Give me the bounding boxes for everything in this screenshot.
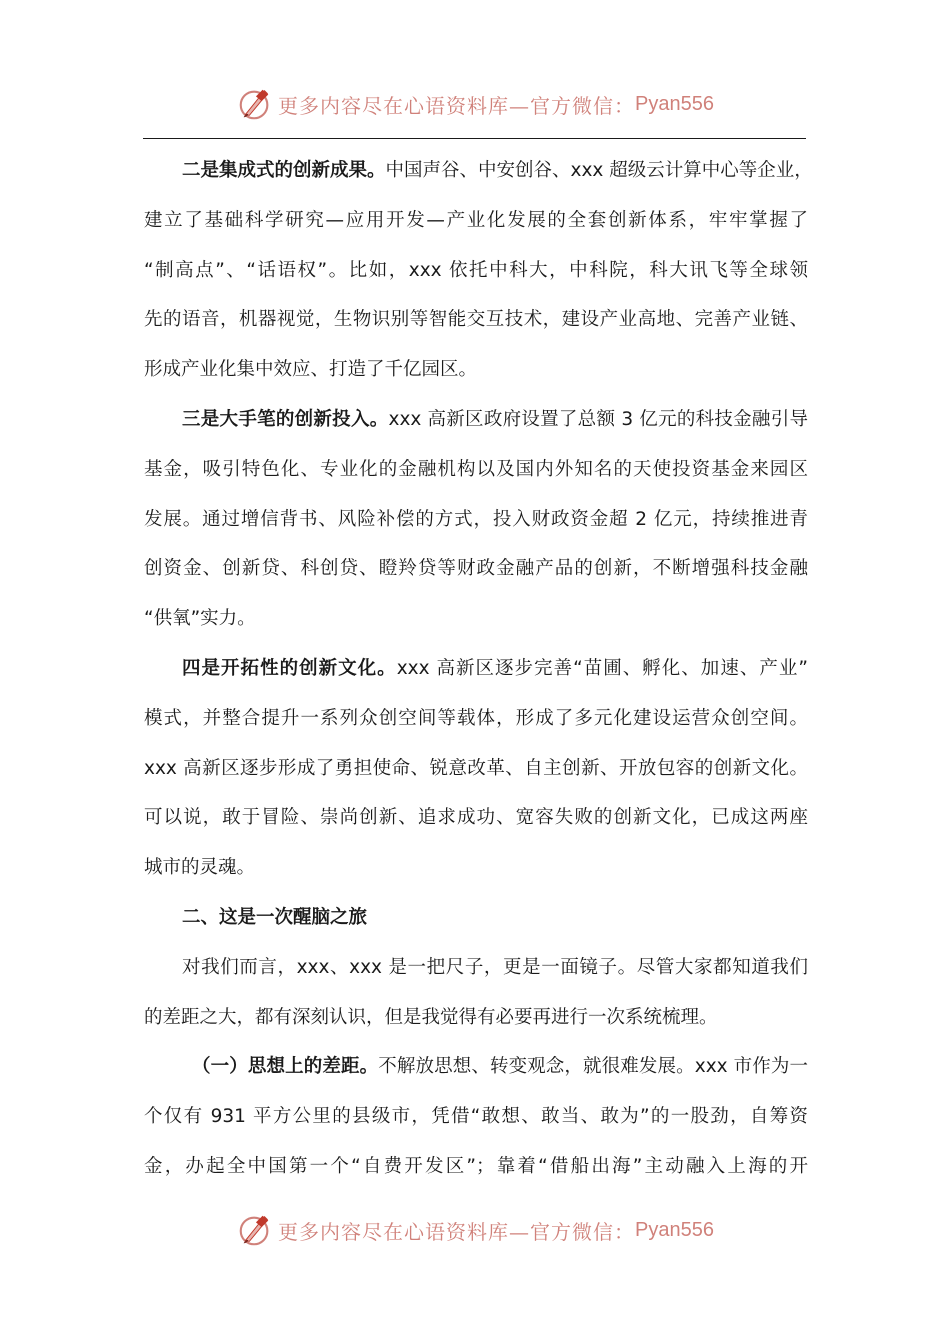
paragraph-line: 基金，吸引特色化、专业化的金融机构以及国内外知名的天使投资基金来园区 (144, 458, 808, 480)
paragraph-line: xxx 高新区逐步形成了勇担使命、锐意改革、自主创新、开放包容的创新文化。 (144, 757, 808, 779)
paragraph-line: 城市的灵魂。 (144, 857, 256, 879)
paragraph-heading: 四是开拓性的创新文化。 (182, 657, 397, 679)
quill-logo-icon (236, 85, 274, 123)
wechat-id: Pyan556 (635, 1218, 714, 1241)
paragraph-line: 创资金、创新贷、科创贷、瞪羚贷等财政金融产品的创新，不断增强科技金融 (144, 558, 808, 580)
footer-watermark (0, 1208, 950, 1252)
brand-text: 更多内容尽在心语资料库—官方微信： (278, 93, 636, 118)
paragraph-line: 对我们而言，xxx、xxx 是一把尺子，更是一面镜子。尽管大家都知道我们 (182, 956, 808, 978)
header-divider (143, 138, 806, 139)
brand-text: 更多内容尽在心语资料库—官方微信： (278, 1219, 636, 1244)
document-body (144, 146, 813, 1192)
paragraph-line: 形成产业化集中效应、打造了千亿园区。 (144, 359, 478, 381)
paragraph-line: 三是大手笔的创新投入。xxx 高新区政府设置了总额 3 亿元的科技金融引导 (182, 408, 808, 430)
paragraph-line: 个仅有 931 平方公里的县级市，凭借“敢想、敢当、敢为”的一股劲，自筹资 (144, 1106, 808, 1128)
paragraph-heading: 二是集成式的创新成果。 (182, 160, 386, 181)
wechat-id: Pyan556 (635, 92, 714, 115)
paragraph-line: 可以说，敢于冒险、崇尚创新、追求成功、宽容失败的创新文化，已成这两座 (144, 807, 808, 829)
paragraph-line: 四是开拓性的创新文化。xxx 高新区逐步完善“苗圃、孵化、加速、产业” (182, 657, 808, 679)
paragraph-line: 金，办起全中国第一个“自费开发区”；靠着“借船出海”主动融入上海的开 (144, 1155, 808, 1177)
paragraph-line: 的差距之大，都有深刻认识，但是我觉得有必要再进行一次系统梳理。 (144, 1006, 718, 1028)
paragraph-line: 建立了基础科学研究—应用开发—产业化发展的全套创新体系，牢牢掌握了 (144, 209, 808, 231)
paragraph-line: （一）思想上的差距。不解放思想、转变观念，就很难发展。xxx 市作为一 (192, 1056, 808, 1078)
quill-logo-icon (236, 1211, 274, 1249)
paragraph-line: 发展。通过增信背书、风险补偿的方式，投入财政资金超 2 亿元，持续推进青 (144, 508, 808, 530)
header-watermark (0, 82, 950, 126)
paragraph-line: 先的语音，机器视觉，生物识别等智能交互技术，建设产业高地、完善产业链、 (144, 309, 808, 331)
paragraph-line: 模式，并整合提升一系列众创空间等载体，形成了多元化建设运营众创空间。 (144, 707, 808, 729)
paragraph-line: “制高点”、“话语权”。比如，xxx 依托中科大，中科院，科大讯飞等全球领 (144, 259, 808, 281)
section-heading: 二、这是一次醒脑之旅 (182, 906, 368, 928)
paragraph-heading: 三是大手笔的创新投入。 (182, 408, 389, 430)
paragraph-line: 二是集成式的创新成果。中国声谷、中安创谷、xxx 超级云计算中心等企业， (182, 160, 813, 181)
paragraph-heading: （一）思想上的差距。 (192, 1056, 379, 1078)
paragraph-line: “供氧”实力。 (144, 608, 256, 630)
